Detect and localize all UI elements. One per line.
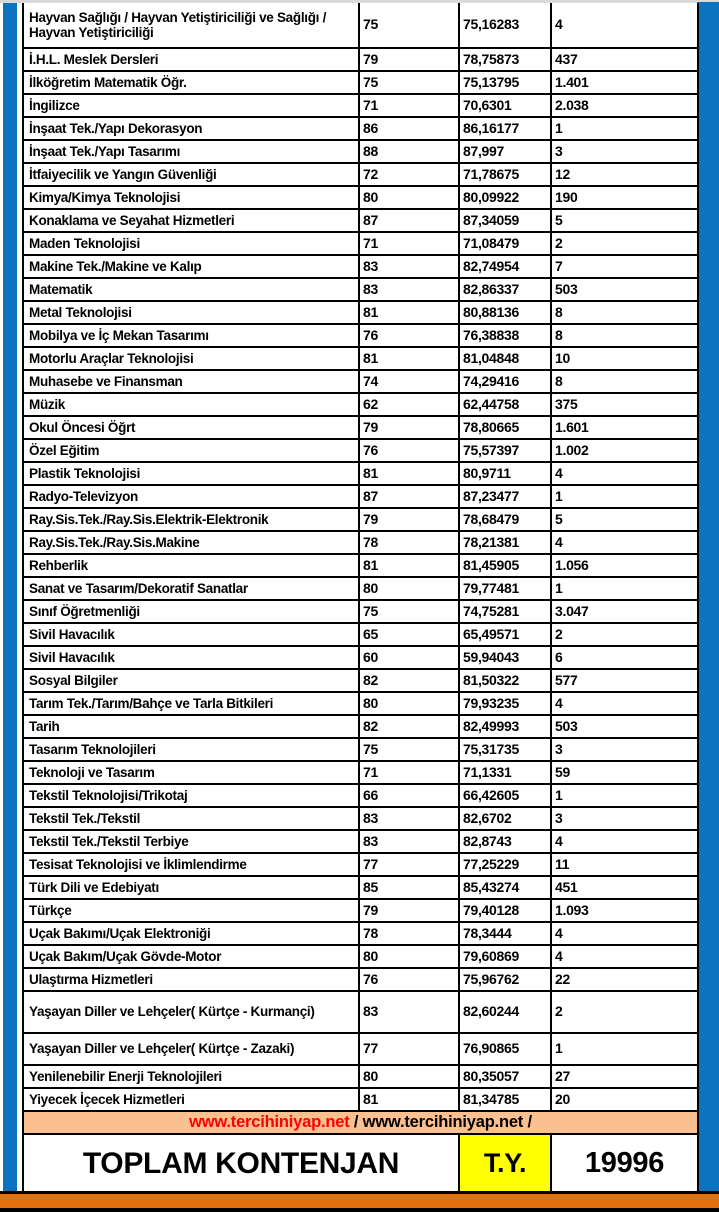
branch-cell: Yaşayan Diller ve Lehçeler( Kürtçe - Kurmançi) (23, 991, 359, 1033)
quota-cell: 2 (551, 991, 698, 1033)
quota-cell: 451 (551, 876, 698, 899)
quota-cell: 59 (551, 761, 698, 784)
table-row (23, 209, 698, 232)
branch-cell: Türk Dili ve Edebiyatı (23, 876, 359, 899)
score-cell: 60 (359, 646, 459, 669)
table-row (23, 761, 698, 784)
average-cell: 76,38838 (459, 324, 551, 347)
table-row (23, 393, 698, 416)
average-cell: 74,75281 (459, 600, 551, 623)
branch-cell: Tarih (23, 715, 359, 738)
branch-cell: Muhasebe ve Finansman (23, 370, 359, 393)
quota-cell: 2.038 (551, 94, 698, 117)
table-row (23, 508, 698, 531)
total-row (23, 1134, 698, 1193)
branch-cell: Motorlu Araçlar Teknolojisi (23, 347, 359, 370)
table-footer (23, 1111, 698, 1193)
average-cell: 70,6301 (459, 94, 551, 117)
score-cell: 80 (359, 945, 459, 968)
bottom-orange-bar (0, 1191, 719, 1212)
table-row (23, 600, 698, 623)
quota-cell: 27 (551, 1065, 698, 1088)
table-row (23, 117, 698, 140)
branch-cell: Teknoloji ve Tasarım (23, 761, 359, 784)
quota-cell: 4 (551, 531, 698, 554)
branch-cell: Ulaştırma Hizmetleri (23, 968, 359, 991)
website-banner-row (23, 1111, 698, 1134)
quota-cell: 1 (551, 117, 698, 140)
average-cell: 71,1331 (459, 761, 551, 784)
average-cell: 80,9711 (459, 462, 551, 485)
average-cell: 79,60869 (459, 945, 551, 968)
branch-cell: Yiyecek İçecek Hizmetleri (23, 1088, 359, 1111)
score-cell: 76 (359, 324, 459, 347)
average-cell: 86,16177 (459, 117, 551, 140)
quota-cell: 4 (551, 3, 698, 48)
average-cell: 82,74954 (459, 255, 551, 278)
quota-cell: 1 (551, 1033, 698, 1065)
score-cell: 88 (359, 140, 459, 163)
branch-cell: Matematik (23, 278, 359, 301)
score-cell: 75 (359, 738, 459, 761)
score-cell: 81 (359, 462, 459, 485)
quota-cell: 1.056 (551, 554, 698, 577)
quota-cell: 8 (551, 324, 698, 347)
score-cell: 76 (359, 968, 459, 991)
average-cell: 87,23477 (459, 485, 551, 508)
table-row (23, 830, 698, 853)
table-row (23, 485, 698, 508)
average-cell: 82,49993 (459, 715, 551, 738)
average-cell: 66,42605 (459, 784, 551, 807)
quota-cell: 437 (551, 48, 698, 71)
branch-cell: Tekstil Tek./Tekstil (23, 807, 359, 830)
score-cell: 87 (359, 485, 459, 508)
average-cell: 71,08479 (459, 232, 551, 255)
table-row (23, 623, 698, 646)
score-cell: 81 (359, 554, 459, 577)
quota-cell: 190 (551, 186, 698, 209)
table-row (23, 715, 698, 738)
table-row (23, 140, 698, 163)
branch-cell: Sivil Havacılık (23, 646, 359, 669)
branch-cell: Uçak Bakım/Uçak Gövde-Motor (23, 945, 359, 968)
table-row (23, 669, 698, 692)
quota-cell: 1 (551, 485, 698, 508)
table-row (23, 784, 698, 807)
average-cell: 79,93235 (459, 692, 551, 715)
score-cell: 75 (359, 3, 459, 48)
score-cell: 83 (359, 991, 459, 1033)
table-row (23, 945, 698, 968)
table-row (23, 255, 698, 278)
right-blue-bar (697, 2, 719, 1191)
average-cell: 82,86337 (459, 278, 551, 301)
score-cell: 71 (359, 761, 459, 784)
branch-cell: Makine Tek./Makine ve Kalıp (23, 255, 359, 278)
score-cell: 79 (359, 416, 459, 439)
average-cell: 81,45905 (459, 554, 551, 577)
score-cell: 76 (359, 439, 459, 462)
quota-cell: 1 (551, 784, 698, 807)
quota-cell: 4 (551, 692, 698, 715)
quota-cell: 20 (551, 1088, 698, 1111)
score-cell: 82 (359, 669, 459, 692)
average-cell: 80,88136 (459, 301, 551, 324)
quota-cell: 1.401 (551, 71, 698, 94)
table-row (23, 692, 698, 715)
average-cell: 85,43274 (459, 876, 551, 899)
total-ty-badge: T.Y. (459, 1134, 551, 1193)
quota-cell: 503 (551, 278, 698, 301)
branch-cell: Özel Eğitim (23, 439, 359, 462)
table-row (23, 922, 698, 945)
average-cell: 79,77481 (459, 577, 551, 600)
score-cell: 80 (359, 577, 459, 600)
average-cell: 75,13795 (459, 71, 551, 94)
branch-cell: Tekstil Tek./Tekstil Terbiye (23, 830, 359, 853)
left-blue-bar (3, 3, 17, 1191)
quota-cell: 1 (551, 577, 698, 600)
quota-cell: 4 (551, 830, 698, 853)
table-row (23, 738, 698, 761)
score-cell: 71 (359, 232, 459, 255)
website-link-red[interactable]: www.tercihiniyap.net (189, 1113, 350, 1132)
score-cell: 82 (359, 715, 459, 738)
score-cell: 85 (359, 876, 459, 899)
branch-cell: Maden Teknolojisi (23, 232, 359, 255)
score-cell: 71 (359, 94, 459, 117)
score-cell: 75 (359, 600, 459, 623)
total-label: TOPLAM KONTENJAN (23, 1134, 459, 1193)
branch-cell: Konaklama ve Seyahat Hizmetleri (23, 209, 359, 232)
average-cell: 78,68479 (459, 508, 551, 531)
table-row (23, 853, 698, 876)
branch-cell: Sınıf Öğretmenliği (23, 600, 359, 623)
quota-cell: 1.601 (551, 416, 698, 439)
table-row (23, 876, 698, 899)
score-cell: 78 (359, 531, 459, 554)
average-cell: 78,80665 (459, 416, 551, 439)
score-cell: 65 (359, 623, 459, 646)
table-row (23, 324, 698, 347)
score-cell: 62 (359, 393, 459, 416)
score-cell: 79 (359, 508, 459, 531)
average-cell: 87,997 (459, 140, 551, 163)
branch-cell: Tesisat Teknolojisi ve İklimlendirme (23, 853, 359, 876)
quota-cell: 2 (551, 623, 698, 646)
quota-cell: 4 (551, 462, 698, 485)
score-cell: 80 (359, 186, 459, 209)
quota-cell: 4 (551, 945, 698, 968)
table-row (23, 1088, 698, 1111)
quota-cell: 1.002 (551, 439, 698, 462)
table-row (23, 531, 698, 554)
average-cell: 75,31735 (459, 738, 551, 761)
table-body (23, 3, 698, 1111)
table-row (23, 462, 698, 485)
total-value: 19996 (551, 1134, 698, 1193)
branch-cell: Tasarım Teknolojileri (23, 738, 359, 761)
table-row (23, 163, 698, 186)
score-cell: 81 (359, 301, 459, 324)
score-cell: 81 (359, 347, 459, 370)
average-cell: 75,16283 (459, 3, 551, 48)
quota-cell: 11 (551, 853, 698, 876)
table-row (23, 232, 698, 255)
branch-cell: Sivil Havacılık (23, 623, 359, 646)
average-cell: 78,75873 (459, 48, 551, 71)
table-row (23, 554, 698, 577)
average-cell: 81,50322 (459, 669, 551, 692)
average-cell: 71,78675 (459, 163, 551, 186)
branch-cell: Sosyal Bilgiler (23, 669, 359, 692)
average-cell: 62,44758 (459, 393, 551, 416)
branch-quota-table (22, 3, 699, 1194)
average-cell: 79,40128 (459, 899, 551, 922)
average-cell: 78,21381 (459, 531, 551, 554)
table-row (23, 71, 698, 94)
average-cell: 77,25229 (459, 853, 551, 876)
branch-cell: Rehberlik (23, 554, 359, 577)
quota-cell: 3.047 (551, 600, 698, 623)
branch-cell: Ray.Sis.Tek./Ray.Sis.Elektrik-Elektronik (23, 508, 359, 531)
branch-cell: Tarım Tek./Tarım/Bahçe ve Tarla Bitkileri (23, 692, 359, 715)
table-row (23, 577, 698, 600)
score-cell: 83 (359, 278, 459, 301)
quota-cell: 8 (551, 370, 698, 393)
branch-cell: Müzik (23, 393, 359, 416)
quota-cell: 7 (551, 255, 698, 278)
table-row (23, 807, 698, 830)
table-row (23, 278, 698, 301)
branch-cell: İnşaat Tek./Yapı Dekorasyon (23, 117, 359, 140)
average-cell: 75,57397 (459, 439, 551, 462)
score-cell: 77 (359, 853, 459, 876)
table-row (23, 94, 698, 117)
quota-cell: 4 (551, 922, 698, 945)
table-row (23, 347, 698, 370)
branch-cell: Okul Öncesi Öğrt (23, 416, 359, 439)
score-cell: 83 (359, 807, 459, 830)
quota-cell: 375 (551, 393, 698, 416)
score-cell: 80 (359, 1065, 459, 1088)
average-cell: 59,94043 (459, 646, 551, 669)
branch-cell: Yenilenebilir Enerji Teknolojileri (23, 1065, 359, 1088)
table-row (23, 1033, 698, 1065)
table-row (23, 48, 698, 71)
quota-cell: 3 (551, 738, 698, 761)
quota-cell: 12 (551, 163, 698, 186)
table-row (23, 416, 698, 439)
table-row (23, 370, 698, 393)
score-cell: 74 (359, 370, 459, 393)
table-row (23, 899, 698, 922)
average-cell: 80,35057 (459, 1065, 551, 1088)
score-cell: 77 (359, 1033, 459, 1065)
score-cell: 72 (359, 163, 459, 186)
score-cell: 75 (359, 71, 459, 94)
branch-cell: Mobilya ve İç Mekan Tasarımı (23, 324, 359, 347)
average-cell: 81,04848 (459, 347, 551, 370)
score-cell: 83 (359, 830, 459, 853)
table-row (23, 186, 698, 209)
quota-cell: 3 (551, 140, 698, 163)
branch-cell: Plastik Teknolojisi (23, 462, 359, 485)
branch-cell: Tekstil Teknolojisi/Trikotaj (23, 784, 359, 807)
score-cell: 87 (359, 209, 459, 232)
quota-cell: 503 (551, 715, 698, 738)
table-row (23, 968, 698, 991)
branch-cell: İ.H.L. Meslek Dersleri (23, 48, 359, 71)
website-banner (23, 1111, 698, 1134)
quota-cell: 2 (551, 232, 698, 255)
average-cell: 82,8743 (459, 830, 551, 853)
quota-cell: 6 (551, 646, 698, 669)
average-cell: 65,49571 (459, 623, 551, 646)
average-cell: 82,60244 (459, 991, 551, 1033)
quota-cell: 3 (551, 807, 698, 830)
score-cell: 80 (359, 692, 459, 715)
table-row (23, 991, 698, 1033)
table-row (23, 3, 698, 48)
branch-cell: Kimya/Kimya Teknolojisi (23, 186, 359, 209)
branch-cell: İtfaiyecilik ve Yangın Güvenliği (23, 163, 359, 186)
table-row (23, 301, 698, 324)
branch-cell: Sanat ve Tasarım/Dekoratif Sanatlar (23, 577, 359, 600)
branch-cell: Hayvan Sağlığı / Hayvan Yetiştiriciliği ve Sağlığı / Hayvan Yetiştiriciliği (23, 3, 359, 48)
average-cell: 81,34785 (459, 1088, 551, 1111)
score-cell: 83 (359, 255, 459, 278)
average-cell: 87,34059 (459, 209, 551, 232)
quota-cell: 5 (551, 209, 698, 232)
branch-cell: İlköğretim Matematik Öğr. (23, 71, 359, 94)
average-cell: 75,96762 (459, 968, 551, 991)
average-cell: 74,29416 (459, 370, 551, 393)
branch-cell: Metal Teknolojisi (23, 301, 359, 324)
quota-cell: 5 (551, 508, 698, 531)
score-cell: 86 (359, 117, 459, 140)
score-cell: 66 (359, 784, 459, 807)
average-cell: 76,90865 (459, 1033, 551, 1065)
quota-cell: 8 (551, 301, 698, 324)
quota-cell: 22 (551, 968, 698, 991)
branch-cell: Türkçe (23, 899, 359, 922)
website-link-black[interactable]: / www.tercihiniyap.net / (349, 1113, 532, 1132)
branch-cell: Radyo-Televizyon (23, 485, 359, 508)
average-cell: 82,6702 (459, 807, 551, 830)
table-row (23, 646, 698, 669)
score-cell: 78 (359, 922, 459, 945)
score-cell: 79 (359, 899, 459, 922)
score-cell: 81 (359, 1088, 459, 1111)
quota-cell: 1.093 (551, 899, 698, 922)
average-cell: 78,3444 (459, 922, 551, 945)
table-row (23, 1065, 698, 1088)
average-cell: 80,09922 (459, 186, 551, 209)
quota-cell: 10 (551, 347, 698, 370)
branch-cell: Uçak Bakımı/Uçak Elektroniği (23, 922, 359, 945)
score-cell: 79 (359, 48, 459, 71)
branch-cell: İnşaat Tek./Yapı Tasarımı (23, 140, 359, 163)
branch-cell: İngilizce (23, 94, 359, 117)
branch-cell: Yaşayan Diller ve Lehçeler( Kürtçe - Zazaki) (23, 1033, 359, 1065)
branch-cell: Ray.Sis.Tek./Ray.Sis.Makine (23, 531, 359, 554)
quota-cell: 577 (551, 669, 698, 692)
table-row (23, 439, 698, 462)
